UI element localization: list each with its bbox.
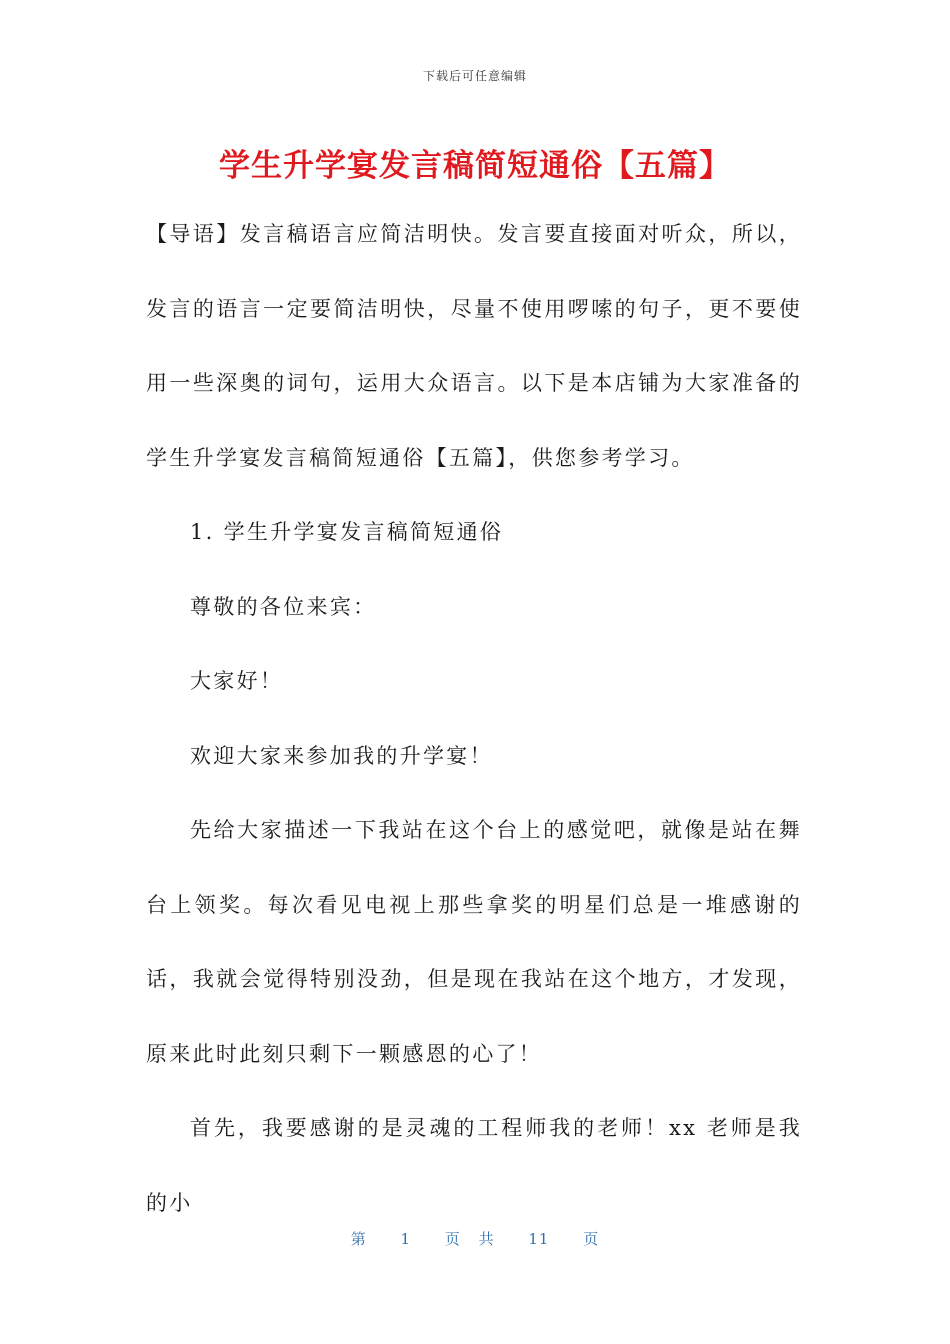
page-label-suffix: 页	[583, 1230, 600, 1248]
body-paragraph-continued: 首先，我要感谢的是灵魂的工程师我的老师！xx 老师是我的小	[146, 1116, 802, 1215]
header-note: 下载后可任意编辑	[422, 69, 527, 83]
page-label-prefix: 第	[350, 1230, 367, 1248]
intro-paragraph: 【导语】发言稿语言应简洁明快。发言要直接面对听众，所以，发言的语言一定要简洁明快，尽量不使用啰嗦的句子，更不要使用一些深奥的词句，运用大众语言。以下是本店铺为大家准备的学生升学宴发言稿简短通俗【五篇】，供您参考学习。	[146, 222, 802, 470]
page-label-mid: 页 共	[444, 1230, 495, 1248]
body-paragraph: 先给大家描述一下我站在这个台上的感觉吧，就像是站在舞台上领奖。每次看见电视上那些拿奖的明星们总是一堆感谢的话，我就会觉得特别没劲，但是现在我站在这个地方，才发现，原来此时此刻只剩下一颗感恩的心了！	[146, 818, 802, 1066]
page-footer	[0, 1228, 950, 1249]
section-heading: 1. 学生升学宴发言稿简短通俗	[190, 520, 504, 544]
greeting: 大家好！	[190, 669, 284, 693]
document-body	[146, 197, 802, 1240]
total-pages: 11	[528, 1230, 550, 1248]
document-title: 学生升学宴发言稿简短通俗【五篇】	[219, 148, 731, 184]
page-number: 1	[400, 1230, 412, 1248]
welcome-line: 欢迎大家来参加我的升学宴！	[190, 743, 493, 768]
salutation: 尊敬的各位来宾：	[190, 594, 377, 619]
